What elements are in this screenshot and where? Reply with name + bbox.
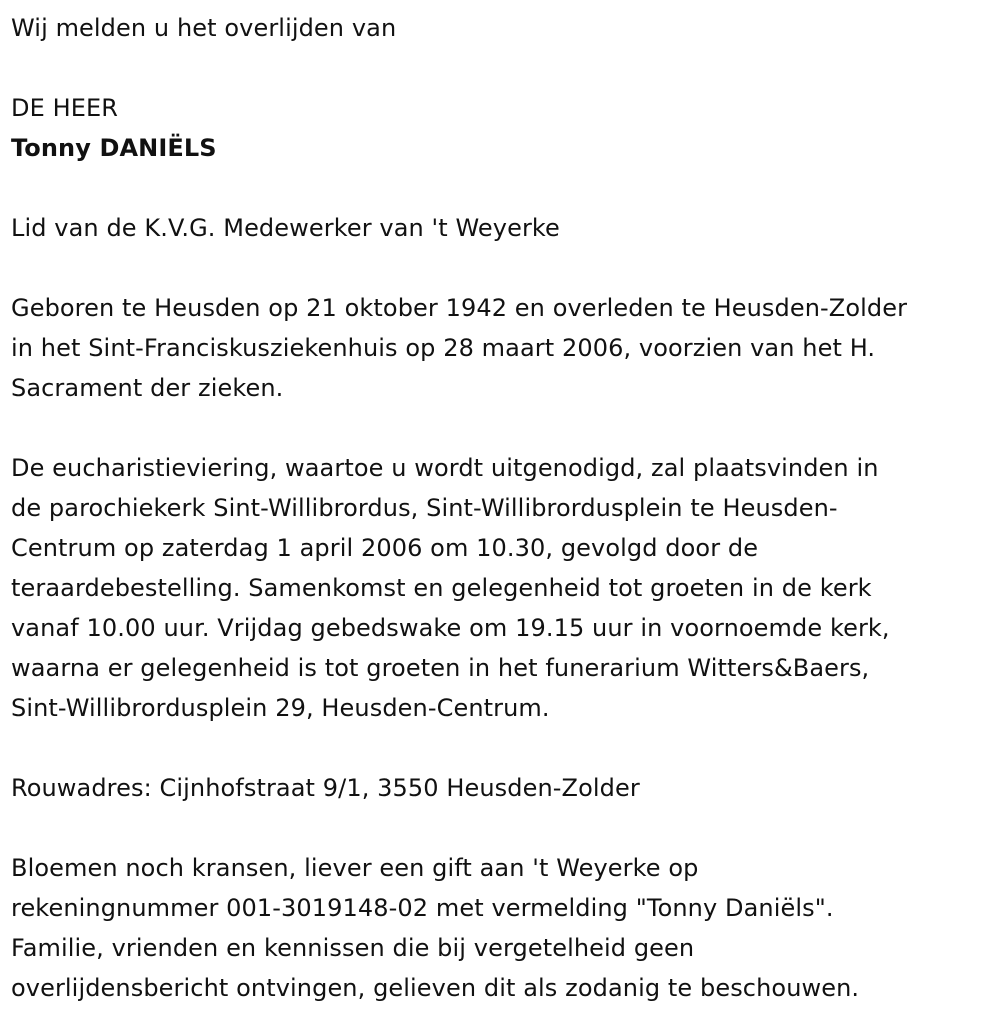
paragraph-line: rekeningnummer 001-3019148-02 met vermelding "Tonny Daniëls". [11, 894, 834, 922]
paragraph-line: Sint-Willibrordusplein 29, Heusden-Centrum. [11, 694, 550, 722]
spacer [11, 168, 996, 208]
honorific: DE HEER [11, 94, 119, 122]
spacer [11, 408, 996, 448]
paragraph-line: Familie, vrienden en kennissen die bij vergetelheid geen [11, 934, 695, 962]
spacer [11, 248, 996, 288]
spacer [11, 48, 996, 88]
mourning-address: Rouwadres: Cijnhofstraat 9/1, 3550 Heusden-Zolder [11, 774, 640, 802]
membership-paragraph [11, 208, 996, 248]
name-line [11, 128, 996, 168]
paragraph-line: Geboren te Heusden op 21 oktober 1942 en overleden te Heusden-Zolder [11, 294, 908, 322]
address-paragraph [11, 768, 996, 808]
paragraph-line: Bloemen noch kransen, liever een gift aan 't Weyerke op [11, 854, 699, 882]
paragraph-line: De eucharistieviering, waartoe u wordt uitgenodigd, zal plaatsvinden in [11, 454, 879, 482]
paragraph-line: waarna er gelegenheid is tot groeten in het funerarium Witters&Baers, [11, 654, 870, 682]
paragraph-line: Centrum op zaterdag 1 april 2006 om 10.30, gevolgd door de [11, 534, 759, 562]
paragraph-line: teraardebestelling. Samenkomst en gelegenheid tot groeten in de kerk [11, 574, 872, 602]
intro-line [11, 8, 996, 48]
paragraph-line: vanaf 10.00 uur. Vrijdag gebedswake om 19.15 uur in voornoemde kerk, [11, 614, 890, 642]
deceased-name: Tonny DANIËLS [11, 134, 217, 162]
death-notice [11, 8, 996, 1008]
paragraph-line: overlijdensbericht ontvingen, gelieven dit als zodanig te beschouwen. [11, 974, 860, 1002]
closing-paragraph [11, 848, 996, 1008]
service-paragraph [11, 448, 996, 728]
birth-death-paragraph [11, 288, 996, 408]
membership-text: Lid van de K.V.G. Medewerker van 't Weyerke [11, 214, 560, 242]
spacer [11, 808, 996, 848]
paragraph-line: in het Sint-Franciskusziekenhuis op 28 maart 2006, voorzien van het H. [11, 334, 876, 362]
intro-text: Wij melden u het overlijden van [11, 14, 397, 42]
paragraph-line: de parochiekerk Sint-Willibrordus, Sint-Willibrordusplein te Heusden- [11, 494, 838, 522]
paragraph-line: Sacrament der zieken. [11, 374, 284, 402]
spacer [11, 728, 996, 768]
title-line [11, 88, 996, 128]
